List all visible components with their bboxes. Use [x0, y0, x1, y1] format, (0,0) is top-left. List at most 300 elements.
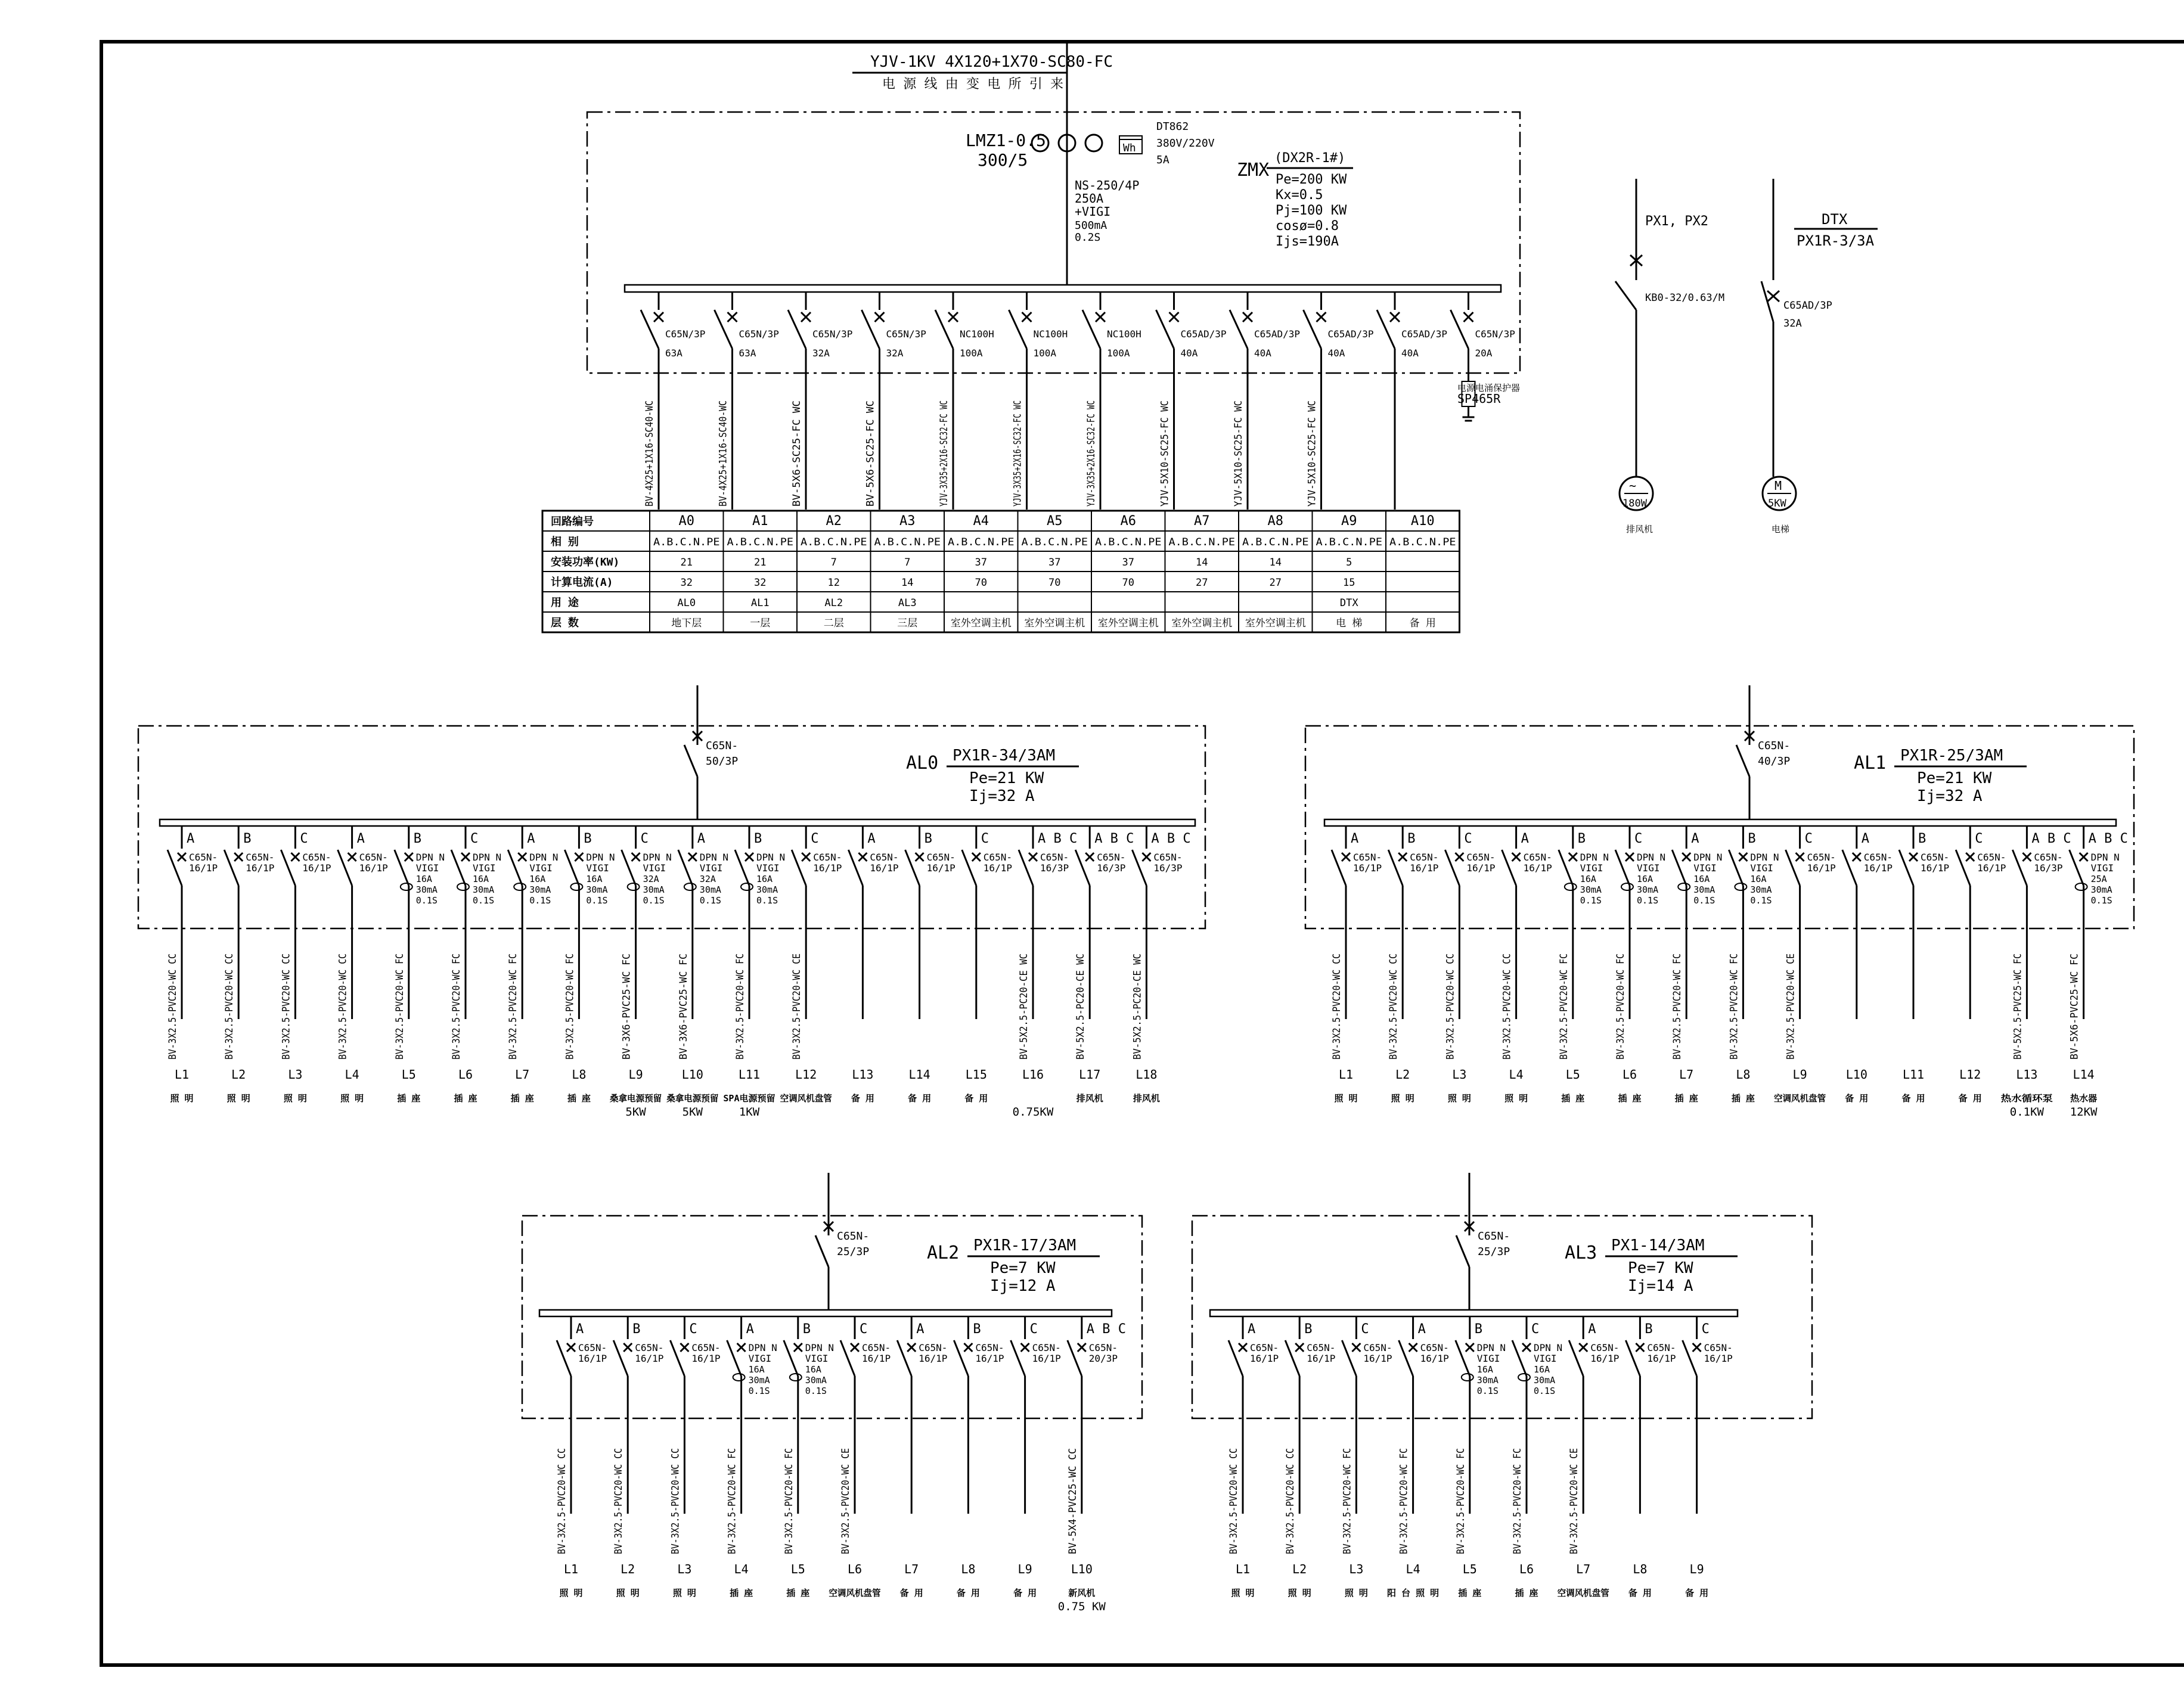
meter-symbol-label: Wh: [1123, 142, 1136, 154]
circuit-breaker-label: 16/3P: [1040, 862, 1069, 874]
circuit-cable-label: BV-3X2.5-PVC20-WC CC: [1331, 937, 1343, 1060]
circuit-breaker-label: DPN N: [1750, 852, 1779, 863]
circuit-cable-label: BV-3X2.5-PVC20-WC CC: [556, 1432, 568, 1554]
circuit-phase-label: C: [1464, 831, 1472, 846]
circuit-id-label: L8: [961, 1562, 976, 1576]
feeder-breaker-label: NC100H: [1033, 328, 1068, 340]
feeder-amp-label: 20A: [1475, 347, 1493, 359]
breaker-blade: [1451, 310, 1469, 349]
circuit-use-label: 备 用: [908, 1093, 932, 1104]
table-cell: A.B.C.N.PE: [1316, 536, 1382, 548]
circuit-id-label: L2: [231, 1067, 246, 1082]
breaker-blade: [715, 310, 733, 349]
main-breaker-line5: 0.2S: [1075, 231, 1101, 244]
feeder-breaker-label: NC100H: [960, 328, 994, 340]
circuit-breaker-label: 16/1P: [691, 1353, 721, 1364]
subpanel-circuit: [613, 1316, 663, 1598]
circuit-phase-label: B: [413, 831, 422, 846]
subpanel-circuit: [1444, 826, 1495, 1104]
circuit-phase-label: A B C: [2088, 831, 2128, 846]
circuit-breaker-label: 30mA: [1476, 1375, 1499, 1386]
circuit-breaker-label: C65N-: [1088, 1342, 1118, 1353]
circuit-phase-label: A B C: [2031, 831, 2071, 846]
table-cell: A.B.C.N.PE: [874, 536, 941, 548]
px-motor-label: 排风机: [1626, 524, 1653, 535]
table-cell: 7: [904, 557, 911, 569]
circuit-id-label: L7: [1679, 1067, 1694, 1082]
table-cell: A10: [1410, 514, 1435, 529]
table-cell: 70: [1122, 577, 1134, 589]
circuit-cable-label: BV-3X2.5-PVC20-WC CC: [613, 1432, 625, 1554]
feeder-breaker-label: C65N/3P: [812, 328, 853, 340]
circuit-cable-label: BV-3X2.5-PVC20-WC FC: [1454, 1432, 1467, 1554]
circuit-use-label: 备 用: [1013, 1588, 1037, 1598]
circuit-breaker-label: 0.1S: [1750, 895, 1772, 906]
circuit-breaker-label: 16A: [1580, 874, 1596, 884]
table-cell: A4: [973, 514, 989, 529]
circuit-cable-label: BV-3X2.5-PVC20-WC FC: [1398, 1432, 1410, 1554]
subpanel-circuit: [1899, 826, 1949, 1104]
subpanel-busbar: [160, 819, 1195, 826]
circuit-cable-label: BV-3X6-PVC25-WC FC: [677, 949, 690, 1060]
subpanel-circuit: [1058, 1316, 1126, 1613]
circuit-breaker-label: C65N-: [926, 852, 956, 863]
circuit-breaker-label: 30mA: [805, 1375, 827, 1386]
rcd-icon: [628, 883, 640, 890]
table-cell: A2: [826, 514, 842, 529]
table-cell: 二层: [823, 617, 844, 629]
rcd-icon: [2076, 883, 2087, 890]
circuit-breaker-label: C65N-: [1863, 852, 1893, 863]
subpanel-circuit: [1075, 826, 1134, 1104]
subpanel-al3: [1192, 1173, 1812, 1598]
table-row-header: 安装功率(KW): [551, 556, 620, 569]
subpanel-circuit: [1387, 1316, 1449, 1598]
circuit-breaker-label: 16/1P: [578, 1353, 607, 1364]
circuit-breaker-label: DPN N: [1580, 852, 1609, 863]
circuit-use-label: 新风机: [1068, 1588, 1096, 1598]
circuit-breaker-label: 16/1P: [1307, 1353, 1336, 1364]
table-cell: 70: [975, 577, 987, 589]
circuit-phase-label: A: [1351, 831, 1359, 846]
circuit-use-label: SPA电源预留: [723, 1093, 775, 1104]
circuit-breaker-label: VIGI: [748, 1353, 772, 1364]
circuit-id-label: L18: [1136, 1067, 1158, 1082]
feeder-breaker-label: C65AD/3P: [1327, 328, 1374, 340]
main-feeder: [788, 292, 852, 510]
rcd-icon: [684, 883, 696, 890]
circuit-id-label: L12: [1959, 1067, 1981, 1082]
circuit-breaker-label: C65N-: [635, 1342, 664, 1353]
circuit-breaker-label: 16/1P: [1420, 1353, 1449, 1364]
breaker-blade: [1736, 745, 1749, 777]
circuit-breaker-label: C65N-: [691, 1342, 721, 1353]
circuit-phase-label: A B C: [1038, 831, 1078, 846]
circuit-phase-label: B: [632, 1322, 641, 1337]
table-cell: 27: [1196, 577, 1208, 589]
circuit-breaker-label: VIGI: [1750, 862, 1773, 874]
main-feeder: [1230, 292, 1300, 510]
circuit-phase-label: B: [754, 831, 762, 846]
circuit-cable-label: BV-3X2.5-PVC20-WC CC: [224, 937, 236, 1060]
circuit-cable-label: BV-3X2.5-PVC20-WC CE: [791, 937, 804, 1060]
circuit-power-label: 5KW: [625, 1105, 646, 1119]
table-cell: 37: [1122, 557, 1134, 569]
subpanel-circuit: [1131, 826, 1190, 1104]
subpanel-circuit: [1956, 826, 2006, 1104]
rcd-icon: [1621, 883, 1633, 890]
circuit-cable-label: BV-3X2.5-PVC20-WC CC: [1444, 937, 1457, 1060]
circuit-phase-label: B: [1407, 831, 1416, 846]
feeder-amp-label: 63A: [665, 347, 682, 359]
circuit-breaker-label: 30mA: [699, 884, 721, 895]
circuit-use-label: 空调风机盘管: [1774, 1093, 1826, 1104]
circuit-breaker-label: 16/1P: [1353, 862, 1382, 874]
feeder-breaker-label: C65AD/3P: [1180, 328, 1227, 340]
circuit-cable-label: BV-5X4-PVC25-WC CC: [1066, 1444, 1079, 1554]
circuit-breaker-label: C65N-: [870, 852, 899, 863]
circuit-use-label: 空调风机盘管: [1557, 1588, 1609, 1598]
table-cell: 备 用: [1409, 617, 1436, 629]
circuit-phase-label: C: [640, 831, 649, 846]
table-cell: 37: [975, 557, 987, 569]
circuit-breaker-label: 16/3P: [2034, 862, 2063, 874]
circuit-breaker-label: 16/1P: [1466, 862, 1496, 874]
circuit-id-label: L9: [1017, 1562, 1032, 1576]
feeder-cable-label: BV-5X6-SC25-FC WC: [864, 403, 877, 507]
circuit-breaker-label: C65N-: [359, 852, 388, 863]
subpanel-ij-label: Ij=32 A: [969, 787, 1035, 805]
ct-ratio-label: 300/5: [978, 150, 1028, 170]
circuit-id-label: L3: [1452, 1067, 1467, 1082]
circuit-breaker-label: 0.1S: [756, 895, 778, 906]
circuit-phase-label: A: [1588, 1322, 1596, 1337]
circuit-breaker-label: 0.1S: [1693, 895, 1715, 906]
circuit-use-label: 照 明: [1391, 1093, 1414, 1104]
table-cell: A0: [678, 514, 694, 529]
subpanel-circuit: [1502, 826, 1552, 1104]
circuit-cable-label: BV-3X2.5-PVC20-WC CE: [840, 1432, 852, 1554]
circuit-breaker-label: 0.1S: [748, 1386, 770, 1396]
circuit-id-label: L11: [738, 1067, 761, 1082]
circuit-id-label: L10: [681, 1067, 703, 1082]
circuit-phase-label: A B C: [1094, 831, 1134, 846]
circuit-cable-label: BV-5X6-PVC25-WC FC: [2068, 949, 2081, 1060]
subpanel-name-label: AL0: [906, 753, 939, 774]
circuit-breaker-label: DPN N: [748, 1342, 777, 1353]
table-cell: A.B.C.N.PE: [727, 536, 793, 548]
rcd-icon: [457, 883, 469, 890]
meter-current-label: 5A: [1156, 154, 1169, 166]
circuit-breaker-label: 16/1P: [246, 862, 275, 874]
circuit-use-label: 插 座: [1515, 1588, 1538, 1598]
subpanel-circuit: [1285, 1316, 1335, 1598]
subpanel-circuit: [167, 826, 218, 1104]
circuit-breaker-label: 30mA: [1693, 884, 1715, 895]
subpanel-circuit: [669, 1316, 720, 1598]
circuit-use-label: 备 用: [1685, 1588, 1709, 1598]
circuit-use-label: 照 明: [1231, 1588, 1255, 1598]
circuit-use-label: 插 座: [1458, 1588, 1482, 1598]
table-cell: 室外空调主机: [1245, 617, 1306, 629]
rcd-icon: [1678, 883, 1690, 890]
circuit-breaker-label: 0.1S: [1637, 895, 1659, 906]
circuit-breaker-label: C65N-: [1590, 1342, 1620, 1353]
table-cell: 室外空调主机: [1024, 617, 1085, 629]
feeder-note-label: 电 源 线 由 变 电 所 引 来: [882, 77, 1063, 92]
table-cell: 一层: [750, 617, 771, 629]
circuit-breaker-label: 16/1P: [635, 1353, 664, 1364]
circuit-power-label: 0.1KW: [2009, 1105, 2045, 1119]
circuit-breaker-label: VIGI: [2090, 862, 2114, 874]
subpanel-circuit: [848, 826, 898, 1104]
table-cell: A.B.C.N.PE: [801, 536, 867, 548]
circuit-power-label: 5KW: [682, 1105, 703, 1119]
circuit-breaker-label: 16/1P: [1704, 1353, 1733, 1364]
circuit-id-label: L9: [1689, 1562, 1704, 1576]
circuit-use-label: 备 用: [851, 1093, 874, 1104]
main-feeder-group: [641, 292, 1515, 510]
circuit-breaker-label: DPN N: [805, 1342, 834, 1353]
circuit-phase-label: C: [1029, 1322, 1038, 1337]
circuit-breaker-label: DPN N: [756, 852, 786, 863]
rcd-icon: [741, 883, 753, 890]
subpanel-circuit: [1728, 826, 1779, 1104]
rcd-icon: [790, 1374, 802, 1381]
circuit-breaker-label: DPN N: [1476, 1342, 1506, 1353]
circuit-use-label: 排风机: [1133, 1093, 1160, 1104]
circuit-use-label: 桑拿电源预留: [666, 1093, 719, 1104]
breaker-blade: [1377, 310, 1395, 349]
subpanel-main-breaker: C65N-: [837, 1230, 870, 1243]
circuit-phase-label: B: [584, 831, 592, 846]
subpanel-circuit: [1011, 1316, 1061, 1598]
circuit-breaker-label: 16/1P: [1363, 1353, 1392, 1364]
circuit-id-label: L10: [1845, 1067, 1867, 1082]
table-cell: AL1: [750, 597, 770, 609]
circuit-breaker-label: DPN N: [1534, 1342, 1563, 1353]
dtx-breaker-label: C65AD/3P: [1783, 300, 1832, 312]
circuit-phase-label: B: [243, 831, 252, 846]
circuit-cable-label: BV-3X2.5-PVC20-WC CC: [1388, 937, 1400, 1060]
subpanel-group: [138, 685, 2134, 1613]
subpanel-circuit: [507, 826, 558, 1104]
circuit-id-label: L3: [288, 1067, 303, 1082]
px-fan-circuit: [1615, 179, 1724, 535]
circuit-breaker-label: 16/1P: [1647, 1353, 1676, 1364]
circuit-breaker-label: VIGI: [1693, 862, 1717, 874]
panel-model-label: (DX2R-1#): [1274, 151, 1346, 166]
circuit-breaker-label: C65N-: [1307, 1342, 1336, 1353]
circuit-breaker-label: C65N-: [2034, 852, 2063, 863]
circuit-cable-label: BV-3X2.5-PVC20-WC CC: [280, 937, 293, 1060]
dtx-elevator-circuit: [1761, 179, 1878, 535]
circuit-breaker-label: 16/1P: [1250, 1353, 1279, 1364]
subpanel-model-label: PX1R-34/3AM: [953, 747, 1056, 765]
circuit-breaker-label: C65N-: [1647, 1342, 1676, 1353]
table-cell: 37: [1048, 557, 1061, 569]
table-cell: 14: [1196, 557, 1208, 569]
table-cell: 27: [1269, 577, 1282, 589]
circuit-phase-label: B: [924, 831, 932, 846]
table-cell: 12: [827, 577, 840, 589]
circuit-breaker-label: 30mA: [1637, 884, 1659, 895]
circuit-breaker-label: DPN N: [586, 852, 615, 863]
circuit-breaker-label: 30mA: [1534, 1375, 1556, 1386]
feeder-amp-label: 100A: [960, 347, 983, 359]
subpanel-circuit: [905, 826, 956, 1104]
circuit-breaker-label: 16A: [529, 874, 546, 884]
px-title-label: PX1, PX2: [1645, 214, 1708, 229]
feeder-cable-label: YJV-5X10-SC25-FC WC: [1159, 390, 1171, 507]
circuit-id-label: L11: [1902, 1067, 1925, 1082]
circuit-use-label: 阳 台 照 明: [1387, 1588, 1440, 1598]
dtx-title-label: DTX: [1822, 211, 1848, 228]
circuit-phase-label: C: [1701, 1322, 1710, 1337]
subpanel-busbar: [539, 1310, 1112, 1316]
table-cell: A6: [1120, 514, 1136, 529]
circuit-use-label: 插 座: [1618, 1093, 1642, 1104]
feeder-amp-label: 40A: [1327, 347, 1345, 359]
param-cos: cosø=0.8: [1276, 219, 1339, 234]
circuit-id-label: L3: [1349, 1562, 1364, 1576]
main-feeder: [1009, 292, 1068, 510]
subpanel-circuit: [829, 1316, 891, 1598]
feeder-cable-label: BV-4X25+1X16-SC40-WC: [717, 384, 730, 507]
feeder-breaker-label: C65N/3P: [886, 328, 926, 340]
table-cell: 室外空调主机: [950, 617, 1012, 629]
circuit-power-label: 1KW: [739, 1105, 760, 1119]
circuit-cable-label: BV-3X2.5-PVC20-WC FC: [564, 937, 576, 1060]
breaker-blade: [684, 745, 697, 777]
subpanel-circuit: [954, 1316, 1004, 1598]
circuit-breaker-label: C65N-: [1466, 852, 1496, 863]
circuit-use-label: 照 明: [227, 1093, 250, 1104]
circuit-id-label: L13: [2016, 1067, 2038, 1082]
rcd-icon: [1565, 883, 1577, 890]
circuit-use-label: 插 座: [786, 1588, 810, 1598]
circuit-use-label: 插 座: [730, 1588, 753, 1598]
table-cell: 21: [680, 557, 693, 569]
circuit-breaker-label: 30mA: [586, 884, 608, 895]
circuit-phase-label: A: [867, 831, 876, 846]
circuit-cable-label: BV-5X2.5-PVC25-WC FC: [2012, 937, 2024, 1060]
circuit-use-label: 备 用: [956, 1588, 980, 1598]
circuit-breaker-label: C65N-: [1040, 852, 1069, 863]
feeder-breaker-label: C65AD/3P: [1254, 328, 1301, 340]
circuit-id-label: L10: [1071, 1562, 1093, 1576]
rcd-icon: [570, 883, 582, 890]
circuit-phase-label: C: [1531, 1322, 1540, 1337]
px-switch-blade: [1615, 281, 1636, 310]
ct-model-label: LMZ1-0.5: [966, 131, 1046, 150]
circuit-breaker-label: 16A: [1534, 1364, 1550, 1375]
circuit-phase-label: C: [860, 1322, 868, 1337]
circuit-breaker-label: VIGI: [699, 862, 723, 874]
circuit-cable-label: BV-3X2.5-PVC20-WC CC: [1285, 1432, 1297, 1554]
subpanel-circuit: [1774, 826, 1836, 1104]
circuit-id-label: L14: [2073, 1067, 2095, 1082]
circuit-id-label: L13: [852, 1067, 874, 1082]
circuit-id-label: L4: [1509, 1067, 1524, 1082]
circuit-use-label: 插 座: [1674, 1093, 1698, 1104]
circuit-cable-label: BV-3X2.5-PVC20-WC CC: [167, 937, 179, 1060]
rcd-icon: [733, 1374, 745, 1381]
circuit-cable-label: BV-3X2.5-PVC20-WC FC: [1558, 937, 1570, 1060]
subpanel-pe-label: Pe=7 KW: [990, 1259, 1056, 1277]
circuit-use-label: 插 座: [1731, 1093, 1755, 1104]
table-cell: AL2: [824, 597, 843, 609]
subpanel-circuit: [1512, 1316, 1562, 1598]
circuit-breaker-label: 16/1P: [1977, 862, 2006, 874]
table-cell: 32: [680, 577, 693, 589]
circuit-breaker-label: 16A: [1750, 874, 1767, 884]
circuit-breaker-label: 30mA: [748, 1375, 770, 1386]
main-feeder: [641, 292, 705, 510]
subpanel-main-amp: 25/3P: [1478, 1246, 1510, 1258]
subpanel-ij-label: Ij=32 A: [1917, 787, 1983, 805]
feeder-cable-label: YJV-5X10-SC25-FC WC: [1306, 390, 1319, 507]
surge-protector-label: 电源电涌保护器: [1457, 383, 1521, 393]
circuit-breaker-label: 16/1P: [862, 1353, 891, 1364]
breaker-blade: [1082, 310, 1100, 349]
circuit-phase-label: C: [689, 1322, 697, 1337]
circuit-breaker-label: C65N-: [975, 1342, 1004, 1353]
subpanel-name-label: AL3: [1565, 1243, 1597, 1263]
main-breaker-line1: NS-250/4P: [1075, 178, 1140, 192]
param-pj: Pj=100 KW: [1276, 203, 1347, 218]
meter-voltage-label: 380V/220V: [1156, 137, 1215, 150]
table-cell: A.B.C.N.PE: [653, 536, 720, 548]
circuit-phase-label: B: [1748, 831, 1756, 846]
subpanel-name-label: AL1: [1854, 753, 1887, 774]
circuit-breaker-label: 0.1S: [2090, 895, 2112, 906]
main-feeder: [1377, 292, 1447, 510]
subpanel-circuit: [1341, 1316, 1392, 1598]
circuit-cable-label: BV-3X2.5-PVC20-WC FC: [1512, 1432, 1524, 1554]
circuit-phase-label: A: [187, 831, 195, 846]
circuit-id-label: L6: [458, 1067, 473, 1082]
breaker-blade: [1230, 310, 1248, 349]
circuit-cable-label: BV-3X2.5-PVC20-WC CC: [1501, 937, 1513, 1060]
circuit-breaker-label: 16A: [1476, 1364, 1493, 1375]
circuit-breaker-label: DPN N: [2090, 852, 2120, 863]
subpanel-pe-label: Pe=21 KW: [969, 769, 1044, 787]
circuit-use-label: 照 明: [1344, 1588, 1368, 1598]
circuit-phase-label: B: [1645, 1322, 1653, 1337]
main-feeder: [935, 292, 994, 510]
circuit-cable-label: BV-3X2.5-PVC20-WC FC: [1728, 937, 1741, 1060]
circuit-breaker-label: DPN N: [699, 852, 728, 863]
circuit-breaker-label: 16/1P: [1590, 1353, 1620, 1364]
rcd-icon: [514, 883, 526, 890]
circuit-phase-label: B: [1474, 1322, 1483, 1337]
subpanel-circuit: [556, 1316, 607, 1598]
circuit-breaker-label: C65N-: [189, 852, 218, 863]
table-cell: A5: [1047, 514, 1063, 529]
circuit-breaker-label: 30mA: [415, 884, 438, 895]
table-cell: 7: [830, 557, 837, 569]
circuit-breaker-label: DPN N: [643, 852, 672, 863]
breaker-blade: [1456, 1235, 1469, 1267]
subpanel-ij-label: Ij=12 A: [990, 1277, 1056, 1295]
circuit-breaker-label: C65N-: [1353, 852, 1382, 863]
circuit-phase-label: A B C: [1086, 1322, 1127, 1337]
circuit-breaker-label: 16/1P: [870, 862, 899, 874]
meter-model-label: DT862: [1156, 120, 1189, 133]
circuit-use-label: 照 明: [1504, 1093, 1528, 1104]
circuit-id-label: L8: [1736, 1067, 1751, 1082]
